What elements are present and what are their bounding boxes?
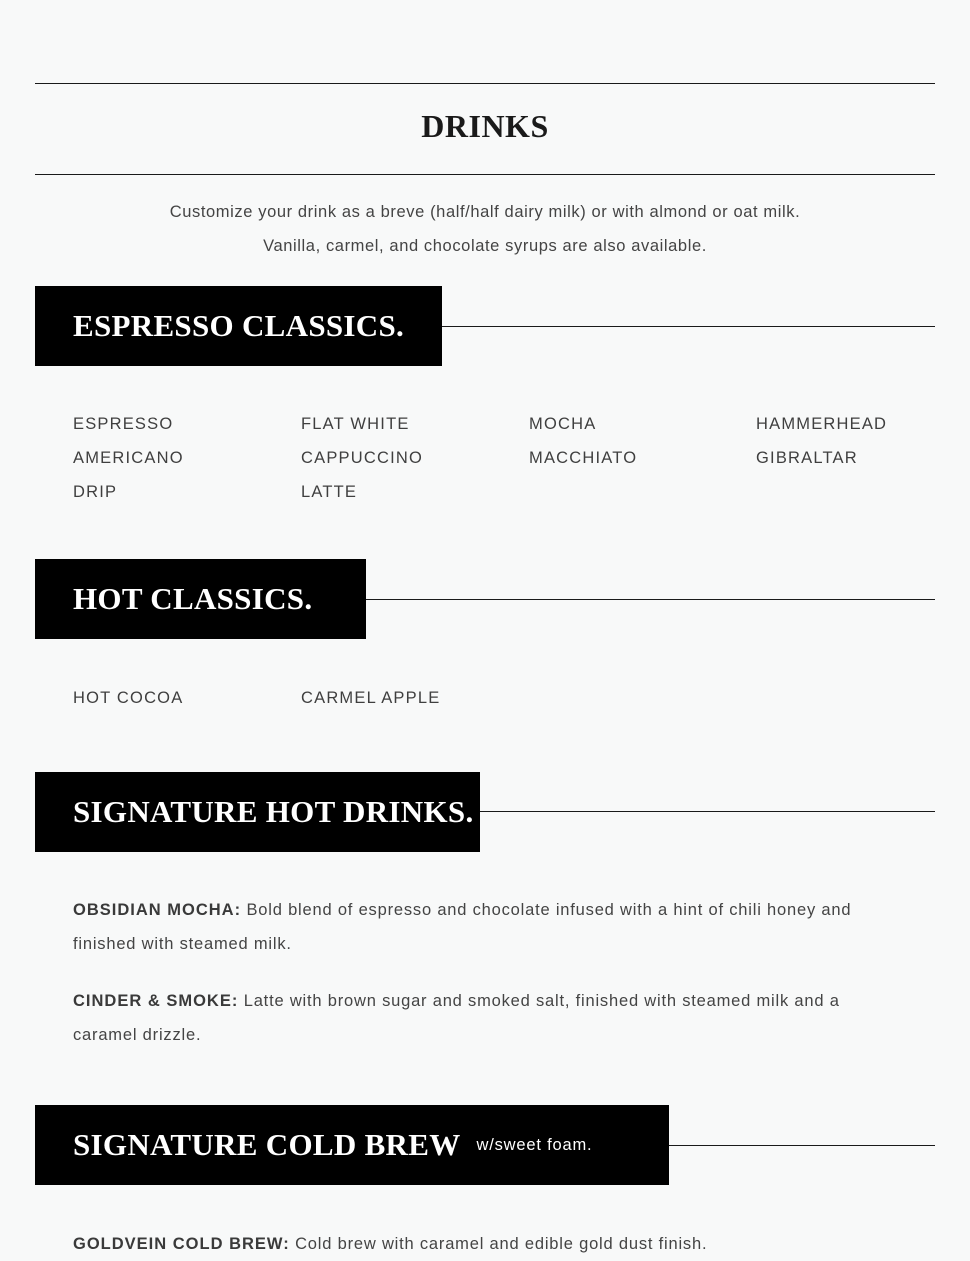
menu-item: ESPRESSO [73,415,174,433]
section-banner-signature-hot-drinks [35,772,480,852]
drink-name: OBSIDIAN MOCHA: [73,901,242,919]
section-banner-espresso-classics [35,286,442,366]
drink-details: Latte with brown sugar and smoked salt, finished with steamed milk and a caramel drizzle. [73,992,840,1044]
drink-details: Cold brew with caramel and edible gold dust finish. [295,1235,708,1253]
menu-item: CARMEL APPLE [301,689,441,707]
section-title: HOT CLASSICS. [73,581,313,616]
drink-description [73,893,903,961]
menu-item: MOCHA [529,415,597,433]
section-title: SIGNATURE HOT DRINKS. [73,794,474,829]
drink-name: GOLDVEIN COLD BREW: [73,1235,290,1253]
drink-details: Bold blend of espresso and chocolate infused with a hint of chili honey and finished with steamed milk. [73,901,852,953]
drink-description [73,984,903,1052]
drink-name: CINDER & SMOKE: [73,992,239,1010]
section-rule [442,326,935,327]
section-title: SIGNATURE COLD BREW [73,1127,461,1162]
section-banner-signature-cold-brew [35,1105,669,1185]
intro-line: Vanilla, carmel, and chocolate syrups are also available. [263,237,707,255]
menu-item: GIBRALTAR [756,449,858,467]
title-bottom-rule [35,174,935,175]
section-rule [480,811,935,812]
section-rule [366,599,935,600]
menu-item: AMERICANO [73,449,184,467]
drink-description [73,1227,903,1261]
menu-item: DRIP [73,483,118,501]
menu-item: LATTE [301,483,358,501]
menu-item: FLAT WHITE [301,415,410,433]
section-banner-hot-classics [35,559,366,639]
page-title: DRINKS [421,108,549,144]
menu-item: HOT COCOA [73,689,184,707]
menu-item: HAMMERHEAD [756,415,888,433]
section-title: ESPRESSO CLASSICS. [73,308,405,343]
section-subtitle: w/sweet foam. [476,1135,593,1154]
menu-item: CAPPUCCINO [301,449,424,467]
section-rule [669,1145,935,1146]
menu-item: MACCHIATO [529,449,638,467]
title-top-rule [35,83,935,84]
intro-line: Customize your drink as a breve (half/half dairy milk) or with almond or oat milk. [169,203,801,221]
